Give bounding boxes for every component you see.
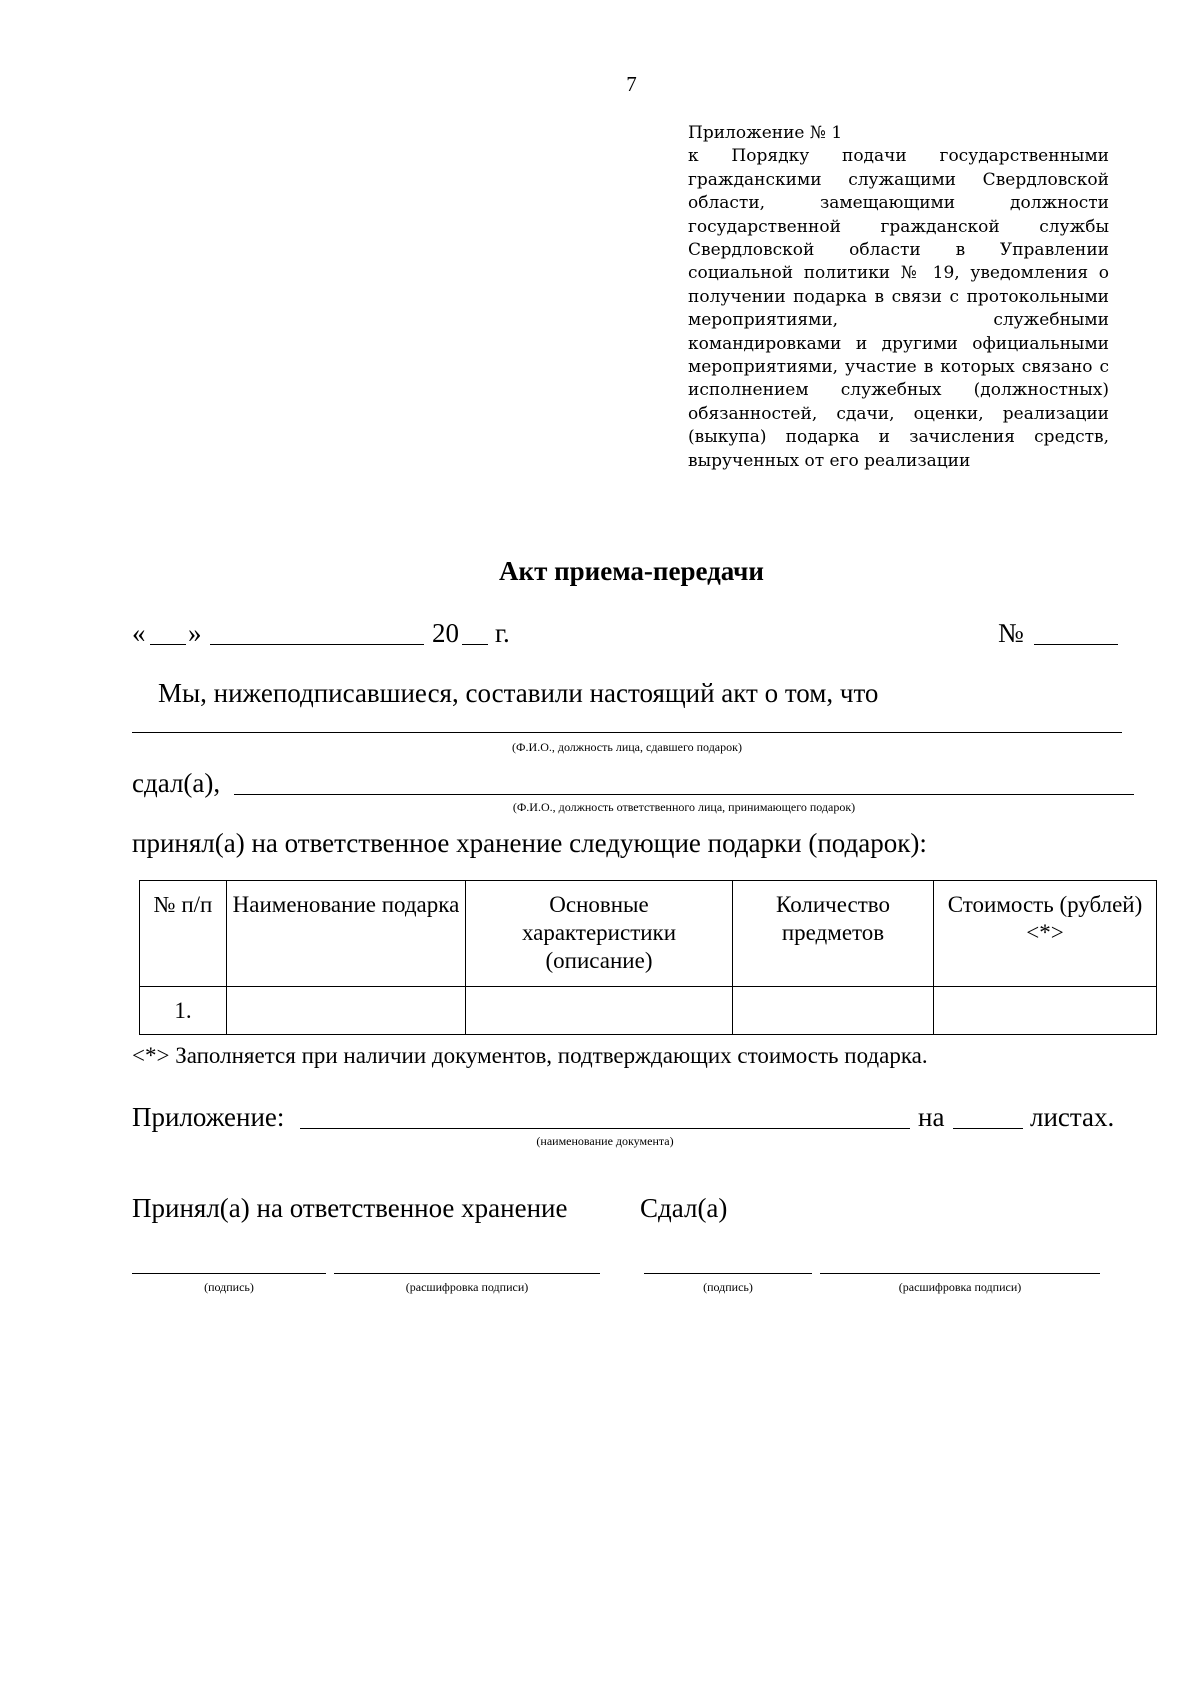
row-chars-cell[interactable] <box>466 987 733 1035</box>
header-qty: Количество предметов <box>733 881 934 987</box>
annex-body: к Порядку подачи государственными гражданскими служащими Свердловской области, замещающими должности государственной гражданской службы Свердловской области в Управлении социальной политики № 19, уведомления о получении подарка в связи с протокольными мероприятиями, служебными командировками и другими официальными мероприятиями, участие в которых связано с исполнением служебных (должностных) обязанностей, сдачи, оценки, реализации (выкупа) подарка и зачисления средств, вырученных от его реализации <box>688 146 1109 471</box>
giver-caption: (Ф.И.О., должность лица, сдавшего подарок) <box>512 740 742 754</box>
open-quote: « <box>132 618 146 648</box>
row-cost-cell[interactable] <box>934 987 1157 1035</box>
attachment-blank[interactable] <box>300 1128 910 1129</box>
receiver-caption: (Ф.И.О., должность ответственного лица, принимающего подарок) <box>512 800 856 814</box>
document-title: Акт приема-передачи <box>499 556 764 586</box>
row-name-cell[interactable] <box>227 987 466 1035</box>
intro-text: Мы, нижеподписавшиеся, составили настоящий акт о том, что <box>158 678 879 708</box>
number-sign: № <box>998 618 1024 648</box>
annex-heading: Приложение № 1 <box>688 123 843 143</box>
receiver-blank[interactable] <box>234 794 1134 795</box>
header-name: Наименование подарка <box>227 881 466 987</box>
year-blank[interactable] <box>462 644 488 645</box>
table-row <box>140 987 1157 1035</box>
year-suffix: г. <box>495 618 510 648</box>
receiver-sign-caption: (подпись) <box>204 1280 254 1294</box>
month-blank[interactable] <box>210 644 424 645</box>
row-num-cell: 1. <box>140 987 227 1035</box>
handed-label: сдал(а), <box>132 768 221 798</box>
attachment-label: Приложение: <box>132 1102 285 1132</box>
attachment-on: на <box>918 1102 945 1132</box>
year-prefix: 20 <box>432 618 459 648</box>
giver-decode-caption: (расшифровка подписи) <box>898 1280 1022 1294</box>
accepted-text: принял(а) на ответственное хранение следующие подарки (подарок): <box>132 828 927 858</box>
header-num: № п/п <box>140 881 227 987</box>
header-cost: Стоимость (рублей) <*> <box>934 881 1157 987</box>
receiver-decode-caption: (расшифровка подписи) <box>405 1280 529 1294</box>
table-header-row <box>140 881 1157 987</box>
footnote: <*> Заполняется при наличии документов, подтверждающих стоимость подарка. <box>132 1043 928 1068</box>
attachment-caption: (наименование документа) <box>536 1134 674 1148</box>
giver-sign-caption: (подпись) <box>703 1280 753 1294</box>
giver-signature-label: Сдал(а) <box>640 1193 728 1223</box>
receiver-signature-label: Принял(а) на ответственное хранение <box>132 1193 568 1223</box>
header-chars: Основные характеристики (описание) <box>466 881 733 987</box>
sheets-blank[interactable] <box>953 1128 1023 1129</box>
giver-decode-blank[interactable] <box>820 1273 1100 1274</box>
receiver-decode-blank[interactable] <box>334 1273 600 1274</box>
page-number: 7 <box>626 72 637 96</box>
number-blank[interactable] <box>1034 644 1118 645</box>
giver-sign-blank[interactable] <box>644 1273 812 1274</box>
attachment-sheets: листах. <box>1030 1102 1115 1132</box>
day-blank[interactable] <box>150 644 186 645</box>
close-quote: » <box>188 618 202 648</box>
row-qty-cell[interactable] <box>733 987 934 1035</box>
annex-block <box>688 122 1109 473</box>
giver-blank[interactable] <box>132 732 1122 733</box>
gifts-table <box>139 880 1157 1035</box>
receiver-sign-blank[interactable] <box>132 1273 326 1274</box>
